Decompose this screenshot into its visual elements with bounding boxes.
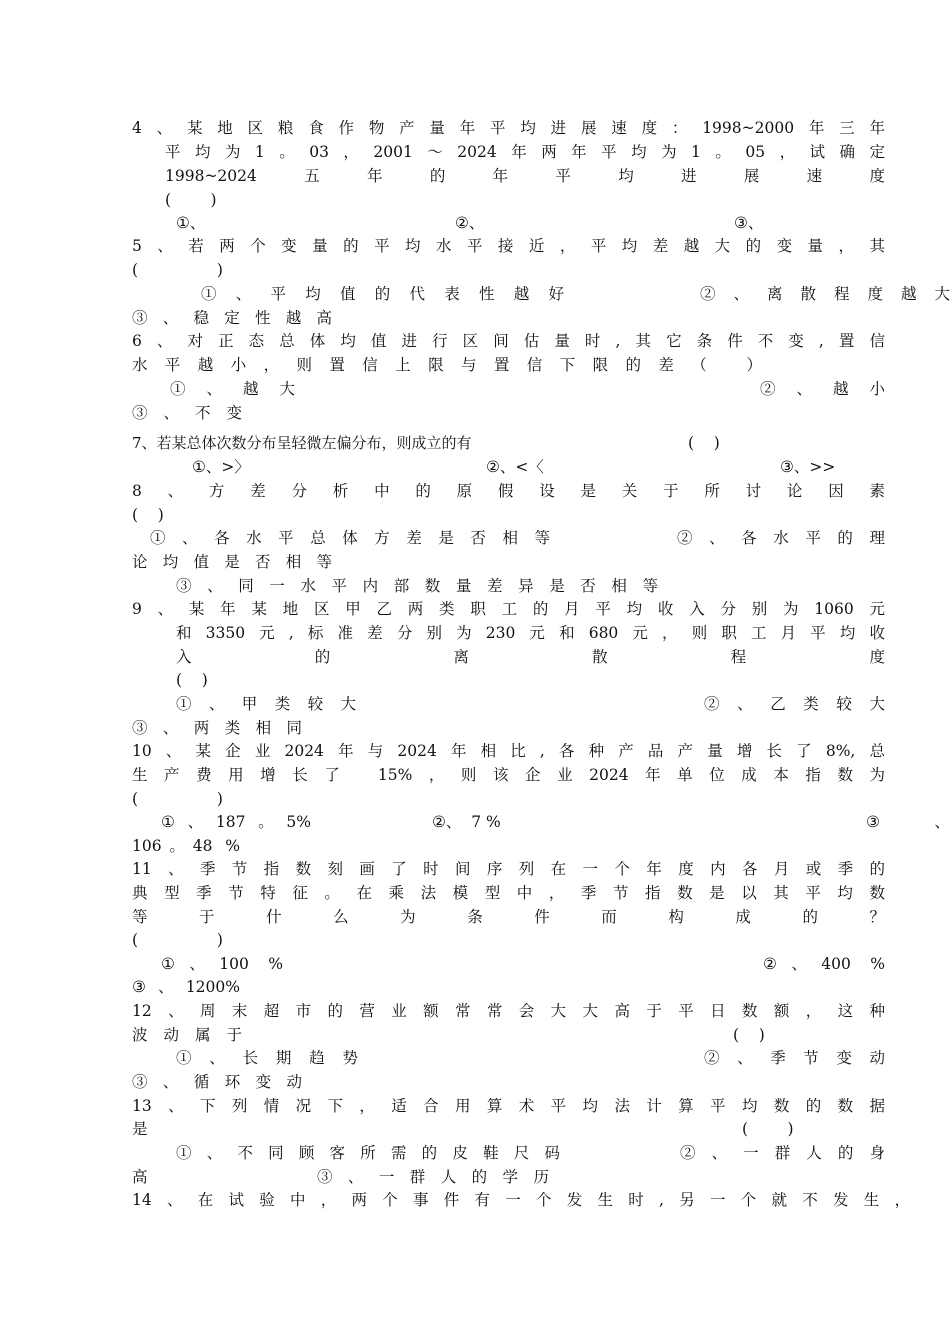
q11-option-2: ②、400 %	[763, 955, 885, 973]
q8-option-2-cont: 论均值是否相等	[132, 553, 332, 571]
q13-stem-line-2: 是	[132, 1120, 148, 1138]
q12-answer-blank: ( )	[733, 1026, 765, 1044]
q8-stem: 8、方差分析中的原假设是关于所讨论因素	[132, 482, 885, 500]
q4-answer-blank: ( )	[165, 191, 217, 209]
q10-stem-line-2: 生产费用增长了 15%，则该企业2024年单位成本指数为	[132, 766, 885, 784]
q10-stem-line-1: 10、某企业2024年与2024年相比,各种产品产量增长了8%,总	[132, 742, 885, 760]
q11-answer-blank: ( )	[132, 931, 223, 949]
q11-stem-line-2: 典型季节特征。在乘法模型中，季节指数是以其平均数	[132, 884, 885, 902]
q13-option-3: ③、一群人的学历	[317, 1168, 549, 1186]
q5-stem-line-1: 5、若两个变量的平均水平接近，平均差越大的变量，其	[132, 237, 885, 255]
q4-stem-line-1: 4、某地区粮食作物产量年平均进展速度：1998~2000年三年	[132, 119, 885, 137]
q9-option-1: ①、甲类较大	[176, 695, 356, 713]
q11-stem-line-1: 11、季节指数刻画了时间序列在一个年度内各月或季的	[132, 860, 885, 878]
q11-option-1: ①、100 %	[161, 955, 283, 973]
q10-answer-blank: ( )	[132, 790, 223, 808]
q9-stem-line-3: 入的离散程度	[176, 648, 885, 666]
q13-option-1: ①、不同顾客所需的皮鞋尺码	[176, 1144, 560, 1162]
q4-option-3: ③、	[734, 214, 764, 232]
q8-answer-blank: ( )	[132, 506, 164, 524]
q13-answer-blank: ( )	[742, 1120, 794, 1138]
q12-option-3: ③、循环变动	[132, 1073, 302, 1091]
q4-option-1: ①、	[176, 214, 206, 232]
q12-option-1: ①、长期趋势	[176, 1049, 358, 1067]
q7-stem: 7、若某总体次数分布呈轻微左偏分布，则成立的有	[132, 434, 472, 452]
q12-stem-line-2: 波动属于	[132, 1026, 242, 1044]
q10-option-3-cont: 106。48 %	[132, 837, 240, 855]
q9-stem-line-1: 9、某年某地区甲乙两类职工的月平均收入分别为1060元	[132, 600, 885, 618]
q8-option-2: ②、各水平的理	[677, 529, 885, 547]
q13-option-2-cont: 高	[132, 1168, 148, 1186]
q13-option-2: ②、一群人的身	[680, 1144, 885, 1162]
q6-option-3: ③、不变	[132, 404, 242, 422]
q9-answer-blank: ( )	[176, 671, 208, 689]
q9-option-3: ③、两类相同	[132, 719, 302, 737]
q9-option-2: ②、乙类较大	[704, 695, 885, 713]
q13-stem-line-1: 13、下列情况下，适合用算术平均法计算平均数的数据	[132, 1097, 885, 1115]
q5-option-2: ②、离散程度越大	[700, 285, 950, 303]
q5-option-3: ③、稳定性越高	[132, 309, 332, 327]
q4-stem-line-3: 1998~2024五年的年平均进展速度	[165, 167, 885, 185]
q10-option-3: ③、	[866, 813, 950, 831]
q5-answer-blank: ( )	[132, 261, 223, 279]
q9-stem-line-2: 和3350元,标准差分别为230元和680元，则职工月平均收	[176, 624, 885, 642]
q4-stem-line-2: 平均为1。03，2001～2024年两年平均为1。05，试确定	[165, 143, 885, 161]
q7-option-2: ②、<〈	[486, 458, 544, 476]
q6-option-1: ①、越大	[170, 380, 295, 398]
q7-answer-blank: ( )	[688, 434, 720, 452]
q8-option-3: ③、同一水平内部数量差异是否相等	[176, 577, 658, 595]
q7-option-1: ①、>〉	[192, 458, 250, 476]
q10-option-1: ①、187。5%	[161, 813, 311, 831]
q11-stem-line-3: 等于什么为条件而构成的？	[132, 908, 885, 926]
q7-option-3: ③、>>	[780, 458, 836, 476]
q6-option-2: ②、越小	[760, 380, 885, 398]
q12-stem-line-1: 12、周末超市的营业额常常会大大高于平日数额，这种	[132, 1002, 885, 1020]
q8-option-1: ①、各水平总体方差是否相等	[150, 529, 550, 547]
q10-option-2: ②、 7 %	[432, 813, 501, 831]
q4-option-2: ②、	[455, 214, 485, 232]
q5-option-1: ①、平均值的代表性越好	[201, 285, 564, 303]
q6-stem-line-1: 6、对正态总体均值进行区间估量时,其它条件不变,置信	[132, 332, 885, 350]
q6-stem-line-2: 水平越小，则置信上限与置信下限的差（ ）	[132, 356, 762, 374]
q14-stem-line-1: 14、在试验中，两个事件有一个发生时,另一个就不发生，	[132, 1191, 910, 1209]
q12-option-2: ②、季节变动	[704, 1049, 885, 1067]
q11-option-3: ③、1200%	[132, 978, 240, 996]
